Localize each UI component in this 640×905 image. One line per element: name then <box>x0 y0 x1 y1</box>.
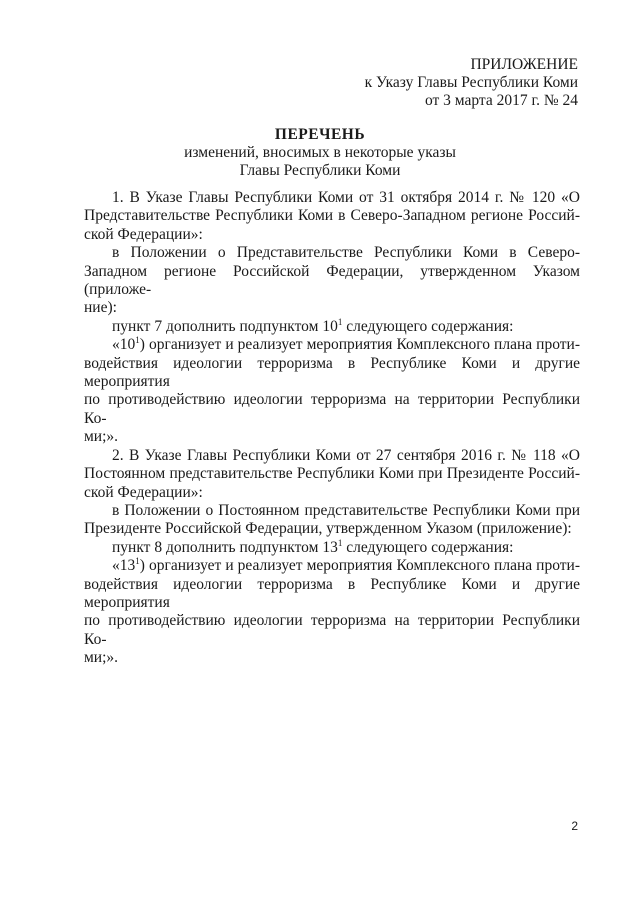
item2-quote-line: водействия идеологии терроризма в Республике Коми и другие мероприятия <box>84 575 580 611</box>
item1-line: Представительстве Республики Коми в Северо-Западном регионе Россий- <box>84 207 580 225</box>
item2-quote-line: «$13^1$) организует и реализует мероприятия Комплексного плана проти- <box>112 556 580 575</box>
item2-line: Постоянном представительстве Республики Коми при Президенте Россий- <box>84 465 580 483</box>
annex-ref: к Указу Главы Республики Коми <box>364 74 578 91</box>
item1-line: ние): <box>84 299 117 317</box>
title-subtitle-2: Главы Республики Коми <box>239 162 401 179</box>
item1-quote-line: ми;». <box>84 428 119 446</box>
item2-quote-line: по противодействию идеологии терроризма на территории Республики Ко- <box>84 612 580 648</box>
document-body <box>84 189 580 668</box>
item1-quote-line: «$10^1$) организует и реализует мероприятия Комплексного плана проти- <box>112 335 580 354</box>
item2-line: Президенте Российской Федерации, утвержденном Указом (приложение): <box>84 520 572 538</box>
document-title <box>0 126 640 180</box>
item2-line: ской Федерации»: <box>84 483 203 501</box>
annex-label: ПРИЛОЖЕНИЕ <box>470 56 578 73</box>
title-heading: ПЕРЕЧЕНЬ <box>274 126 366 143</box>
item2-quote-line: ми;». <box>84 649 119 667</box>
item1-quote-line: по противодействию идеологии терроризма на территории Республики Ко- <box>84 391 580 427</box>
item1-line: Западном регионе Российской Федерации, утвержденном Указом (приложе- <box>84 262 580 299</box>
title-subtitle-1: изменений, вносимых в некоторые указы <box>184 144 456 161</box>
page-number: 2 <box>571 819 578 833</box>
item1-line: ской Федерации»: <box>84 225 203 243</box>
item1-quote-line: водействия идеологии терроризма в Республике Коми и другие мероприятия <box>84 354 580 391</box>
annex-header <box>365 56 578 110</box>
item2-line: 2. В Указе Главы Республики Коми от 27 сентября 2016 г. № 118 «О <box>112 446 580 464</box>
annex-date: от 3 марта 2017 г. № 24 <box>424 92 578 109</box>
item1-line: 1. В Указе Главы Республики Коми от 31 октября 2014 г. № 120 «О <box>112 189 580 206</box>
item2-line: в Положении о Постоянном представительстве Республики Коми при <box>112 501 580 519</box>
item2-amend-line: пункт 8 дополнить подпунктом $13^1$ следующего содержания: <box>112 537 514 556</box>
item1-line: в Положении о Представительстве Республики Коми в Северо- <box>112 244 580 262</box>
item1-amend-line: пункт 7 дополнить подпунктом $10^1$ следующего содержания: <box>112 316 514 335</box>
